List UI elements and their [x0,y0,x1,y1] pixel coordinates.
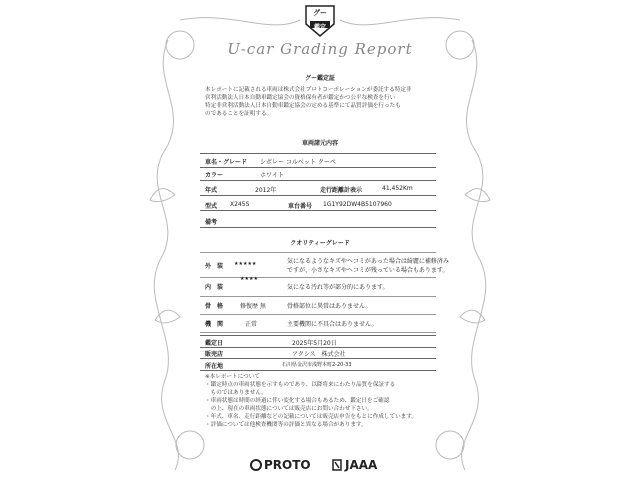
model-label: 型式 [205,203,218,210]
row-shop [200,347,436,359]
grade-interior [200,276,436,297]
note-line: ・車両状態は時間の経過に伴い変化する場合もあるため、鑑定日をご確認 [205,398,390,404]
engine-value: 正常 [245,321,258,328]
interior-label: 内 装 [205,284,224,291]
intro-line: 本レポートに記載される車両は株式会社プロトコーポレーションが委託する特定非 [205,87,412,93]
row-name [200,153,436,168]
notes [205,373,435,429]
proto-text: PROTO [264,458,311,472]
grade-engine [200,314,436,333]
exterior-label: 外 装 [205,263,224,270]
name-value: シボレー コルベット クーペ [260,159,336,166]
row-remarks [200,211,436,228]
note-line: ※本レポートについて [205,374,260,380]
year-value: 2012年 [255,187,277,194]
note-line: ・年式、車名、走行距離などの記載については販売店申告をもとに作成しています。 [205,414,418,420]
mileage-value: 41,452Km [382,185,413,192]
footer-logos [250,458,390,476]
chassis-value: 1G1Y92DW4B5107960 [323,201,392,208]
row-year [200,181,436,196]
row-color [200,167,436,181]
year-label: 年式 [205,187,218,194]
frame-label: 骨 格 [205,303,224,310]
interior-text: 気になる汚れ等が部分的にあります。 [287,284,389,291]
name-label: 車名・グレード [205,159,248,166]
jaaa-text: JAAA [345,458,378,472]
address-label: 所在地 [205,363,224,370]
seal-text: 鑑定 [313,24,326,31]
jaaa-mark-icon [332,459,342,471]
exterior-text-1: 気になるようなキズやヘコミがあった場合は綺麗に補修済み [287,258,449,265]
mileage-label: 走行距離計表示 [320,187,363,194]
model-value: X245S [230,201,250,208]
row-model [200,196,436,211]
vehicle-section-title: 車両諸元内容 [301,140,338,147]
exterior-text-2: ですが、小さなキズやヘコミが残っている場合もあります。 [287,267,449,274]
frame-value: 修復歴 無 [240,303,266,310]
row-address [200,359,436,371]
interior-stars: ★★★★ [240,276,258,282]
seal-top-text: グー [313,9,327,17]
note-line: の上、現在の車両状態については販売店にお問い合わせ下さい。 [205,406,373,412]
jaaa-logo [332,458,377,472]
intro-line: のであることを証明する。 [205,111,273,118]
frame-text: 骨格部位に異常はありません。 [287,303,372,310]
note-line: ・鑑定時点の車両状態を示すものであり、以降将来にわたり品質を保証する [205,382,396,388]
grade-frame [200,296,436,315]
remarks-label: 備考 [205,219,218,226]
note-line: ものではありません。 [205,390,267,396]
note-line: ・評価については他検査機関等の評価と異なる場合があります。 [205,422,367,428]
date-value: 2025年5月20日 [292,340,337,347]
engine-text: 主要機関に不具合はありません。 [287,321,378,328]
date-label: 鑑定日 [205,340,224,347]
color-label: カラー [205,172,224,179]
intro-line: 営利活動法人日本自動車鑑定協会の資格保有者が鑑定かつ公平な検査を行い [205,95,396,102]
chassis-label: 車台番号 [288,203,313,210]
proto-logo [250,458,311,472]
shop-value: アクシス 株式会社 [292,351,346,358]
address-value: 石川県金沢市浅野本町2-20-33 [282,362,352,368]
grade-exterior [200,252,449,278]
proto-mark-icon [250,459,262,471]
engine-label: 機 関 [205,321,224,328]
shop-label: 販売店 [205,351,224,358]
intro-line: 特定非営利活動法人日本自動車鑑定協会の定める基準にて品質評価を行ったも [205,103,401,110]
certificate-title: グー鑑定証 [304,75,335,82]
exterior-stars: ★★★★★ [234,261,257,267]
script-title: U-car Grading Report [227,40,413,58]
quality-section-title: クオリティーグレード [290,240,350,247]
intro-paragraph [205,86,445,118]
color-value: ホワイト [260,172,284,179]
